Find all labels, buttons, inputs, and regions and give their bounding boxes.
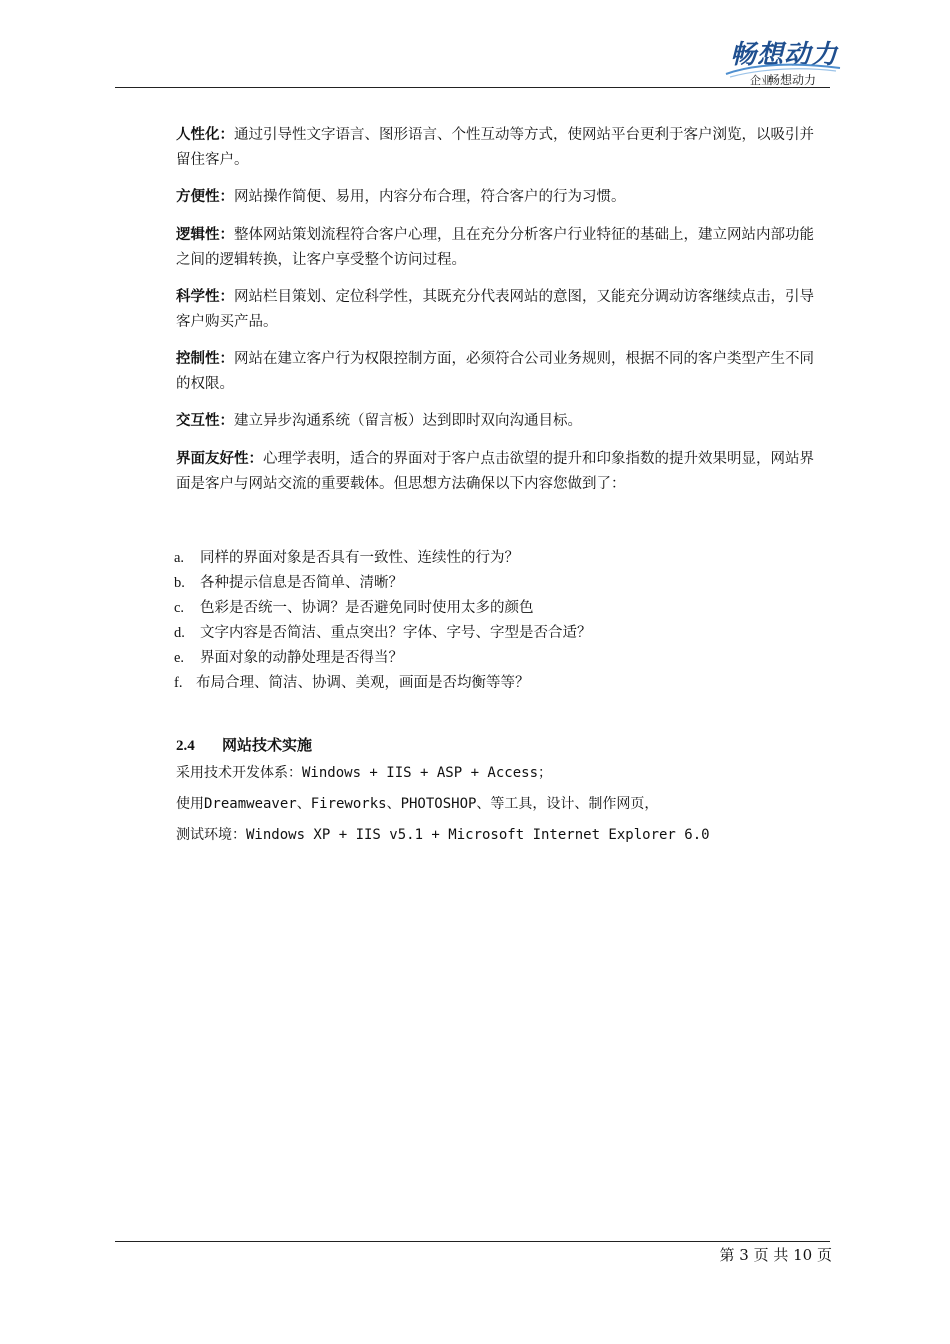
list-marker: c. — [174, 600, 185, 616]
principle-term: 科学性： — [176, 289, 234, 305]
header-rule — [115, 87, 830, 88]
section-heading — [176, 734, 312, 755]
list-item — [174, 596, 814, 621]
principle-text: 网站栏目策划、定位科学性，其既充分代表网站的意图，又能充分调动访客继续点击，引导客户购买产品。 — [176, 289, 814, 330]
principle-term: 逻辑性： — [176, 227, 234, 243]
logo-subtext-overlay: 畅想动力 — [768, 73, 817, 87]
principle-paragraph — [176, 347, 816, 397]
list-item — [174, 546, 814, 571]
list-marker: f. — [174, 675, 183, 691]
list-item — [174, 621, 814, 646]
checklist — [174, 546, 814, 696]
tech-line: 测试环境：Windows XP + IIS v5.1 + Microsoft Internet Explorer 6.0 — [176, 827, 710, 843]
list-item-text: 文字内容是否简洁、重点突出？字体、字号、字型是否合适？ — [200, 625, 592, 641]
principle-text: 网站操作简便、易用，内容分布合理，符合客户的行为习惯。 — [234, 189, 626, 205]
principle-term: 控制性： — [176, 351, 234, 367]
logo-text: 畅想动力 — [730, 40, 839, 70]
tech-line: 采用技术开发体系：Windows + IIS + ASP + Access； — [176, 765, 553, 781]
section-number: 2.4 — [176, 738, 195, 754]
footer-rule — [115, 1241, 830, 1242]
list-item-text: 同样的界面对象是否具有一致性、连续性的行为？ — [200, 550, 519, 566]
list-marker: a. — [174, 550, 185, 566]
list-item — [174, 646, 814, 671]
company-logo — [722, 30, 842, 90]
list-item — [174, 571, 814, 596]
principle-text: 通过引导性文字语言、图形语言、个性互动等方式，使网站平台更利于客户浏览，以吸引并留住客户。 — [176, 127, 814, 168]
principle-paragraph — [176, 447, 816, 497]
list-item-text: 布局合理、简洁、协调、美观，画面是否均衡等等？ — [196, 675, 530, 691]
principle-paragraph — [176, 223, 816, 273]
list-item-text: 色彩是否统一、协调？是否避免同时使用太多的颜色 — [200, 600, 534, 616]
list-marker: d. — [174, 625, 185, 641]
section-title: 网站技术实施 — [222, 736, 313, 754]
logo-subtext: 企业 — [750, 74, 772, 87]
principle-paragraph — [176, 123, 816, 173]
tech-line: 使用Dreamweaver、Fireworks、PHOTOSHOP、等工具，设计、制作网页， — [176, 796, 659, 812]
list-item-text: 各种提示信息是否简单、清晰？ — [200, 575, 403, 591]
principle-text: 网站在建立客户行为权限控制方面，必须符合公司业务规则，根据不同的客户类型产生不同的权限。 — [176, 351, 814, 392]
principle-term: 交互性： — [176, 413, 234, 429]
principle-term: 人性化： — [176, 127, 234, 143]
principle-term: 界面友好性： — [176, 451, 263, 467]
principle-paragraph — [176, 185, 816, 210]
principle-text: 整体网站策划流程符合客户心理，且在充分分析客户行业特征的基础上，建立网站内部功能之间的逻辑转换，让客户享受整个访问过程。 — [176, 227, 814, 268]
list-marker: e. — [174, 650, 185, 666]
list-item-text: 界面对象的动静处理是否得当？ — [200, 650, 403, 666]
principle-paragraph — [176, 409, 816, 434]
principle-term: 方便性： — [176, 189, 234, 205]
principle-paragraph — [176, 285, 816, 335]
page-number: 第 3 页 共 10 页 — [719, 1246, 832, 1264]
principle-text: 建立异步沟通系统（留言板）达到即时双向沟通目标。 — [234, 413, 582, 429]
principle-text: 心理学表明，适合的界面对于客户点击欲望的提升和印象指数的提升效果明显，网站界面是客户与网站交流的重要载体。但思想方法确保以下内容您做到了： — [176, 451, 814, 492]
list-marker: b. — [174, 575, 185, 591]
list-item — [174, 671, 814, 696]
